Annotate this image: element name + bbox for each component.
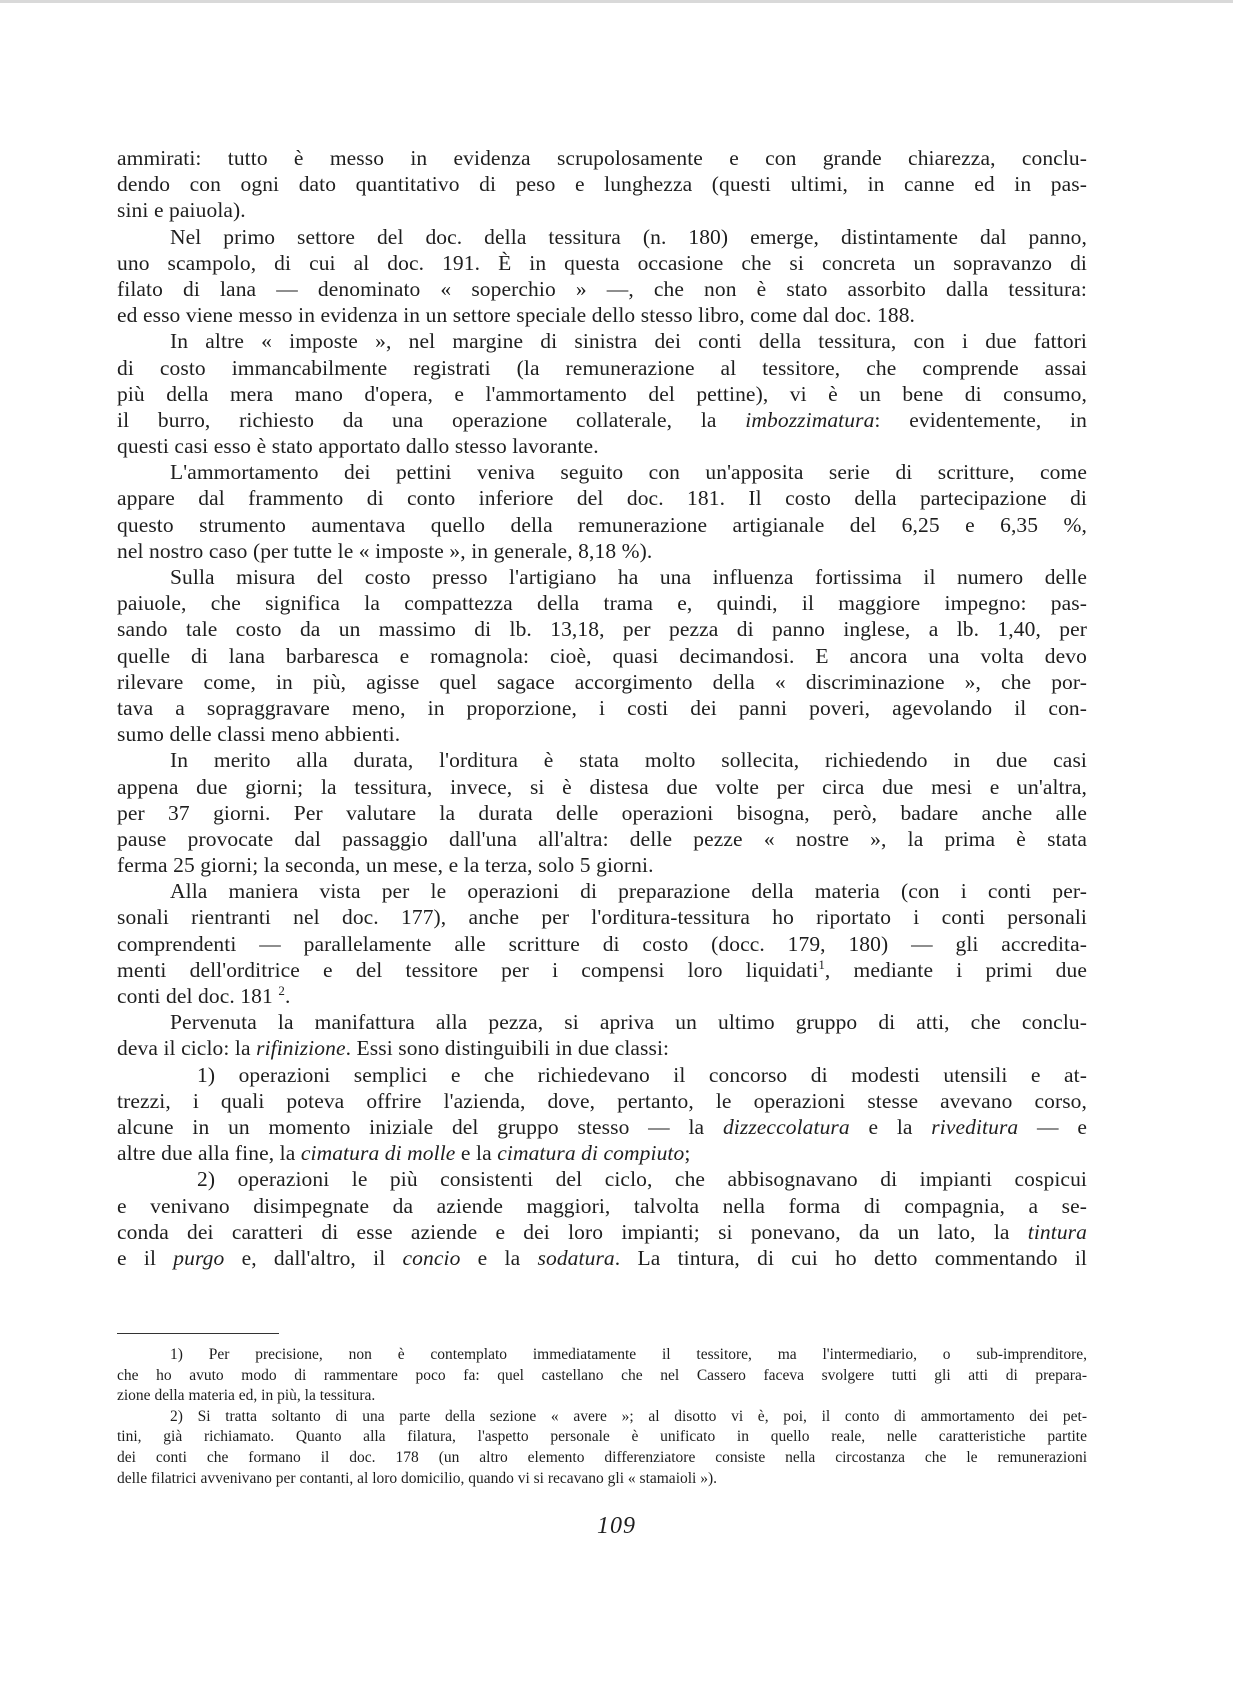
text-line: di costo immancabilmente registrati (la remunerazione al tessitore, che comprende assai	[117, 355, 1087, 380]
footnote-line: dei conti che formano il doc. 178 (un altro elemento differenziatore consiste nella circostanza che le remunerazioni	[117, 1448, 1087, 1466]
text-line	[117, 407, 1087, 433]
text-run: e la	[849, 1114, 932, 1139]
text-run: conti del doc. 181	[117, 984, 279, 1008]
text-run: altre due alla fine, la	[117, 1141, 301, 1166]
text-line: e venivano disimpegnate da aziende maggiori, talvolta nella forma di compagnia, a se-	[117, 1193, 1087, 1218]
text-run: e, dall'altro, il	[224, 1245, 403, 1270]
italic-term: concio	[402, 1245, 461, 1270]
text-line: appena due giorni; la tessitura, invece, si è distesa due volte per circa due mesi e un'altra,	[117, 774, 1087, 799]
footnote-line: che ho avuto modo di rammentare poco fa: quel castellano che nel Cassero faceva svolgere tutti gli atti di prepara-	[117, 1366, 1087, 1384]
text-run: e il	[117, 1245, 174, 1270]
text-line: trezzi, i quali poteva offrire l'azienda, dove, pertanto, le operazioni stesse avevano corso,	[117, 1088, 1087, 1113]
text-line	[117, 957, 1087, 983]
footnote-line: zione della materia ed, in più, la tessitura.	[117, 1387, 376, 1405]
text-line: pause provocate dal passaggio dall'una all'altra: delle pezze « nostre », la prima è stata	[117, 826, 1087, 851]
text-run: . Essi sono distinguibili in due classi:	[345, 1036, 670, 1061]
footnote-ref-2: 2	[278, 983, 285, 998]
footnote-ref-1: 1	[818, 956, 825, 972]
text-run: conda dei caratteri di esse aziende e dei loro impianti; si ponevano, da un lato, la	[117, 1219, 1028, 1244]
italic-term: cimatura di compiuto	[497, 1141, 685, 1166]
text-line	[117, 1245, 1087, 1271]
text-run: deva il ciclo: la	[117, 1036, 257, 1061]
text-line: questi casi esso è stato apportato dallo stesso lavorante.	[117, 434, 599, 459]
italic-term: riveditura	[931, 1114, 1019, 1139]
text-line	[117, 983, 1087, 1009]
text-line: paiuole, che significa la compattezza della trama e, quindi, il maggiore impegno: pas-	[117, 591, 1087, 616]
text-run: il burro, richiesto da una operazione collaterale, la	[117, 407, 746, 432]
footnote-line: delle filatrici avvenivano per contanti, al loro domicilio, quando vi si recavano gli « stamaioli »).	[117, 1469, 718, 1487]
text-run: e la	[460, 1245, 538, 1270]
body-text	[117, 145, 1087, 1271]
text-line: uno scampolo, di cui al doc. 191. È in questa occasione che si concreta un sopravanzo di	[117, 250, 1087, 275]
text-line	[117, 1219, 1087, 1245]
text-line: questo strumento aumentava quello della remunerazione artigianale del 6,25 e 6,35 %,	[117, 512, 1087, 537]
text-line: In merito alla durata, l'orditura è stata molto sollecita, richiedendo in due casi	[170, 748, 1087, 773]
text-line: tava a sopraggravare meno, in proporzione, i costi dei panni poveri, agevolando il con-	[117, 695, 1087, 720]
text-line: ed esso viene messo in evidenza in un settore speciale dello stesso libro, come dal doc. 188.	[117, 303, 916, 328]
footnote-divider	[117, 1333, 279, 1334]
text-line: ferma 25 giorni; la seconda, un mese, e la terza, solo 5 giorni.	[117, 853, 654, 878]
page-top-edge	[0, 0, 1233, 3]
footnotes	[117, 1345, 1087, 1489]
footnote-line: tini, già richiamato. Quanto alla filatura, l'aspetto personale è unificato in quello reale, nelle caratteristiche partite	[117, 1428, 1087, 1446]
text-run: ;	[684, 1141, 691, 1166]
text-line: dendo con ogni dato quantitativo di peso e lunghezza (questi ultimi, in canne ed in pas-	[117, 172, 1087, 197]
text-run: , mediante i primi due	[824, 957, 1087, 982]
italic-term: cimatura di molle	[300, 1141, 456, 1166]
text-line: per 37 giorni. Per valutare la durata delle operazioni bisogna, però, badare anche alle	[117, 800, 1087, 825]
text-run: e la	[455, 1141, 498, 1166]
text-line: filato di lana — denominato « soperchio » —, che non è stato assorbito dalla tessitura:	[117, 276, 1087, 301]
page-number: 109	[597, 1513, 636, 1539]
text-line: 1) operazioni semplici e che richiedevano il concorso di modesti utensili e at-	[197, 1062, 1087, 1087]
italic-term: imbozzimatura	[745, 407, 875, 432]
italic-term: purgo	[173, 1245, 225, 1270]
text-run: menti dell'orditrice e del tessitore per i compensi loro liquidati	[117, 957, 819, 982]
text-line: comprendenti — parallelamente alle scritture di costo (docc. 179, 180) — gli accredita-	[117, 931, 1087, 956]
italic-term: sodatura	[537, 1245, 615, 1270]
italic-term: tintura	[1027, 1219, 1087, 1244]
text-line: appare dal frammento di conto inferiore del doc. 181. Il costo della partecipazione di	[117, 486, 1087, 511]
text-line: Pervenuta la manifattura alla pezza, si apriva un ultimo gruppo di atti, che conclu-	[170, 1010, 1087, 1035]
text-run: alcune in un momento iniziale del gruppo stesso — la	[117, 1114, 723, 1139]
text-line: In altre « imposte », nel margine di sinistra dei conti della tessitura, con i due fattori	[170, 329, 1087, 354]
text-line: Sulla misura del costo presso l'artigiano ha una influenza fortissima il numero delle	[170, 565, 1087, 589]
text-line: nel nostro caso (per tutte le « imposte », in generale, 8,18 %).	[117, 538, 653, 563]
text-line: Nel primo settore del doc. della tessitura (n. 180) emerge, distintamente dal panno,	[170, 224, 1087, 249]
text-run: : evidentemente, in	[874, 407, 1087, 432]
text-line: 2) operazioni le più consistenti del ciclo, che abbisognavano di impianti cospicui	[197, 1167, 1087, 1192]
text-line: sumo delle classi meno abbienti.	[117, 722, 401, 747]
italic-term: rifinizione	[256, 1036, 346, 1061]
text-line: rilevare come, in più, agisse quel sagace accorgimento della « discriminazione », che por-	[117, 669, 1087, 694]
text-line	[117, 1035, 1087, 1061]
text-line	[117, 1140, 1087, 1166]
text-line: L'ammortamento dei pettini veniva seguito con un'apposita serie di scritture, come	[170, 460, 1087, 485]
text-line	[117, 1114, 1087, 1140]
text-run: .	[284, 984, 291, 1008]
footnote-line: 2) Si tratta soltanto di una parte della sezione « avere »; al disotto vi è, poi, il conto di ammortamento dei pet-	[170, 1407, 1087, 1425]
text-line: più della mera mano d'opera, e l'ammortamento del pettine), vi è un bene di consumo,	[117, 381, 1087, 406]
text-line: sando tale costo da un massimo di lb. 13,18, per pezza di panno inglese, a lb. 1,40, per	[117, 617, 1087, 642]
text-line: sini e paiuola).	[117, 198, 246, 223]
text-line: sonali rientranti nel doc. 177), anche per l'orditura-tessitura ho riportato i conti personali	[117, 905, 1087, 930]
text-line: quelle di lana barbaresca e romagnola: cioè, quasi decimandosi. E ancora una volta devo	[117, 643, 1087, 668]
italic-term: dizzeccolatura	[722, 1114, 850, 1139]
text-run: — e	[1018, 1114, 1087, 1139]
text-line: ammirati: tutto è messo in evidenza scrupolosamente e con grande chiarezza, conclu-	[117, 146, 1087, 170]
text-line: Alla maniera vista per le operazioni di preparazione della materia (con i conti per-	[170, 879, 1087, 904]
text-run: . La tintura, di cui ho detto commentando il	[614, 1245, 1087, 1270]
footnote-line: 1) Per precisione, non è contemplato immediatamente il tessitore, ma l'intermediario, o sub-imprenditore,	[170, 1346, 1087, 1363]
